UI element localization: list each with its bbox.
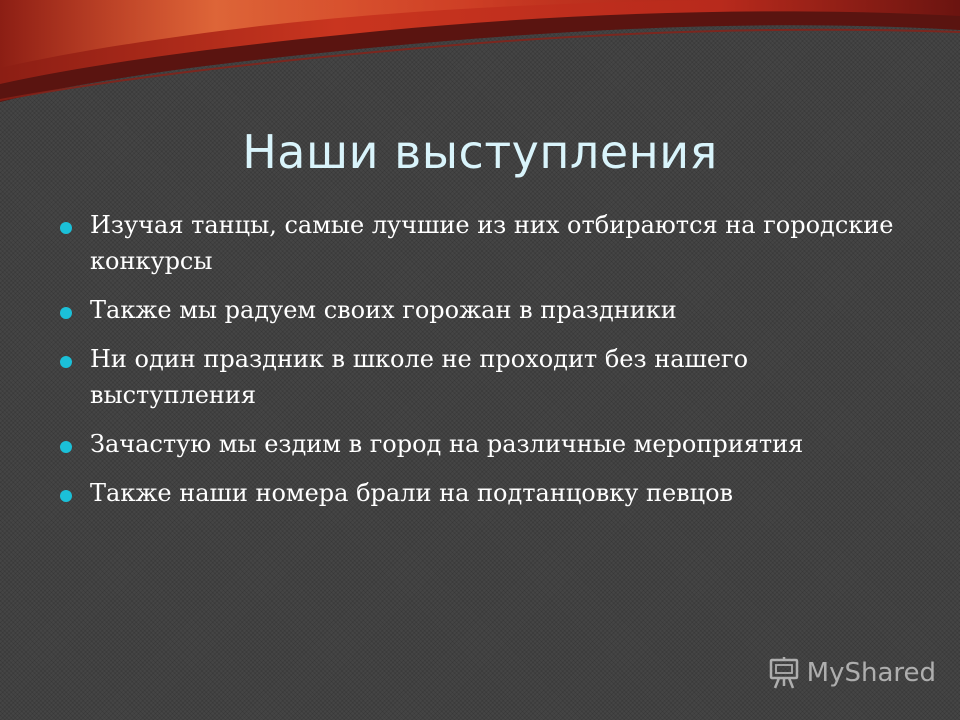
bullet-marker-icon [60,490,72,502]
bullet-marker-icon [60,222,72,234]
slide-title: Наши выступления [242,125,718,179]
bullet-item [60,341,920,413]
bullet-text: Также мы радуем своих горожан в праздники [90,296,677,324]
presentation-board-icon [767,656,801,690]
bullet-text: Также наши номера брали на подтанцовку певцов [90,479,734,507]
bullet-marker-icon [60,356,72,368]
bullet-item [60,426,920,462]
bullet-item [60,207,920,279]
bullet-text: Изучая танцы, самые лучшие из них отбираются на городские конкурсы [90,211,894,275]
header-swoosh-decoration [0,0,960,110]
myshared-watermark [767,656,936,690]
bullet-item [60,292,920,328]
bullet-marker-icon [60,441,72,453]
bullet-text: Зачастую мы ездим в город на различные мероприятия [90,430,804,458]
bullet-text: Ни один праздник в школе не проходит без нашего выступления [90,345,749,409]
bullet-item [60,475,920,511]
bullet-marker-icon [60,307,72,319]
bullet-list [60,207,920,524]
watermark-text: MyShared [806,658,936,688]
